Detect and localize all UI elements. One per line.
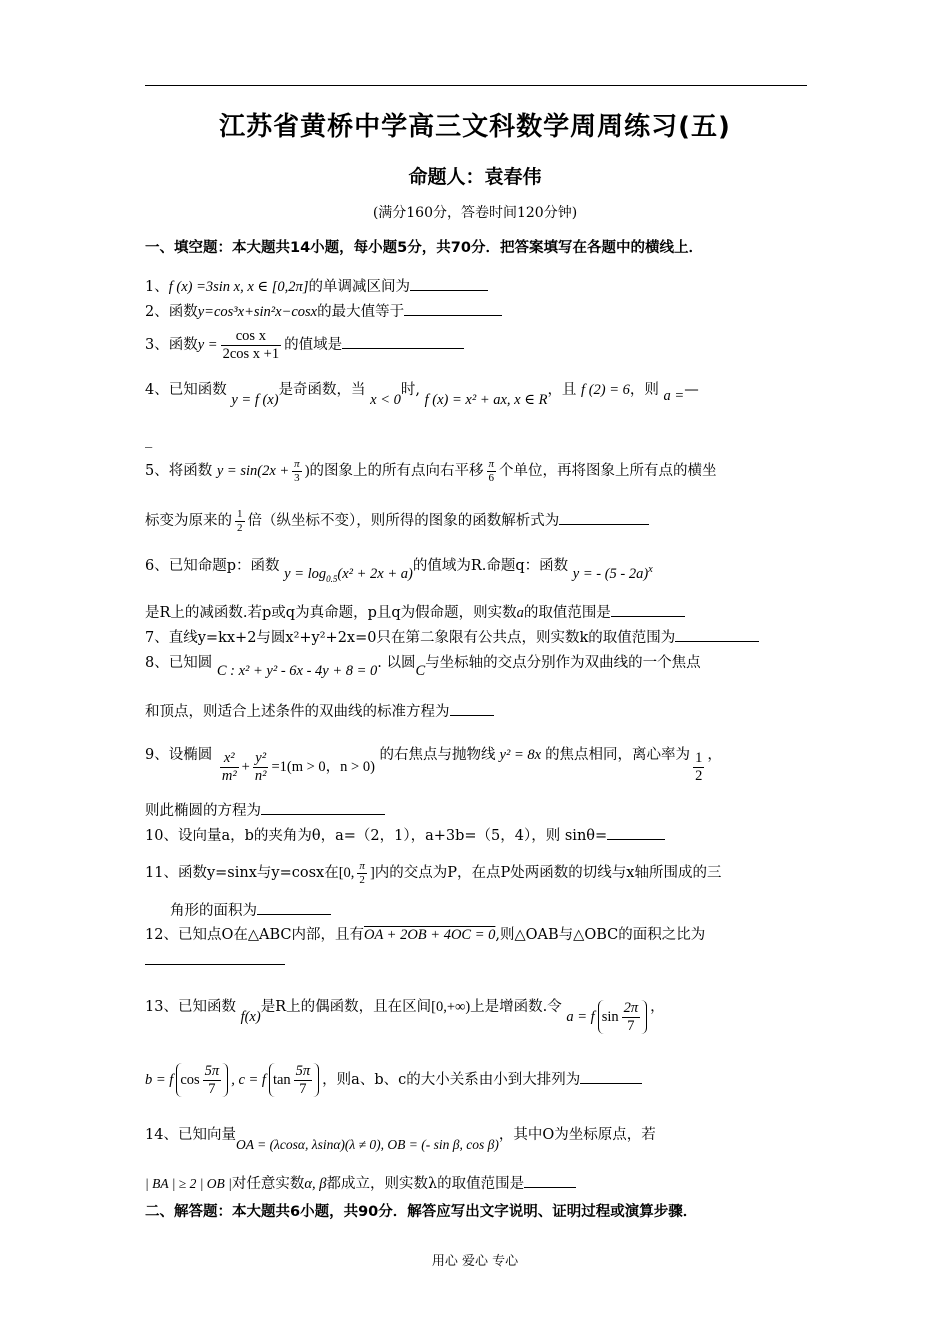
question-11-line-2: 角形的面积为 — [170, 902, 835, 920]
answer-blank[interactable] — [580, 1071, 642, 1084]
section-answer-heading: 二、解答题：本大题共6小题，共90分．解答应写出文字说明、证明过程或演算步骤． — [145, 1204, 698, 1220]
question-12: 12、已知点O在△ABC内部，且有OA + 2OB + 4OC = 0,则△OAB与△OBC的面积之比为 — [145, 927, 706, 943]
question-9: 9、设椭圆 $\frac{\text{x²}}{\text{m²}}$ + $\frac{\text{y²}}{\text{n²}}$ =1(m > 0，n > 0) 的右焦点与抛物线 y² = 8x 的焦点相同，离心率为 $\frac{1}{2}$ ， — [145, 747, 722, 784]
answer-blank[interactable] — [404, 303, 502, 316]
question-8-line-2: 和顶点，则适合上述条件的双曲线的标准方程为 — [145, 703, 810, 721]
answer-blank[interactable] — [145, 952, 285, 965]
answer-blank[interactable] — [524, 1175, 576, 1188]
question-1: 1、f (x) =3sin x, x ∈ [0,2π]的单调减区间为 — [145, 278, 810, 296]
answer-blank[interactable] — [261, 802, 385, 815]
exam-meta: (满分160分，答卷时间120分钟) — [372, 205, 578, 221]
question-9-line-2: 则此椭圆的方程为 — [145, 802, 810, 820]
question-5: 5、将函数 y = sin(2x + $\frac{\pi}{3}$ )的图象上的所有点向右平移 $\frac{\pi}{6}$ 个单位，再将图象上所有点的横坐 — [145, 458, 717, 484]
question-5-line-2: 标变为原来的 $\frac{1}{2}$ 倍（纵坐标不变），则所得的图象的函数解析式为 — [145, 508, 810, 534]
fraction: $\frac{\text{cos x}}{\text{2cos x +1}}$ — [222, 328, 280, 362]
question-14-line-2: | BA | ≥ 2 | OB |对任意实数α, β都成立，则实数λ的取值范围是 — [145, 1175, 810, 1193]
question-2: 2、函数y=cos³x+sin²x−cosx的最大值等于 — [145, 303, 810, 321]
question-7: 7、直线y=kx+2与圆x²+y²+2x=0只在第二象限有公共点，则实数k的取值范围为 — [145, 629, 810, 647]
question-11: 11、函数y=sinx与y=cosx在[0, $\frac{\pi}{2}$ ]内的交点为P，在点P处两函数的切线与x轴所围成的三 — [145, 860, 722, 886]
answer-blank[interactable] — [607, 827, 665, 840]
question-4-continuation: _ — [145, 432, 153, 448]
question-10: 10、设向量a，b的夹角为θ，a=（2，1），a+3b=（5，4），则 sinθ= — [145, 827, 810, 845]
question-3: 3、函数y = $\frac{\text{cos x}}{\text{2cos x +1}}$ 的值域是 — [145, 328, 810, 362]
answer-blank[interactable] — [410, 278, 488, 291]
question-8: 8、已知圆 C : x² + y² - 6x - 4y + 8 = 0. 以圆C与坐标轴的交点分别作为双曲线的一个焦点 — [145, 655, 701, 679]
question-6-line-2: 是R上的减函数.若p或q为真命题，p且q为假命题，则实数a的取值范围是 — [145, 604, 810, 622]
question-12-blank-line — [145, 952, 810, 970]
question-4: 4、已知函数 y = f (x)是奇函数，当 x < 0时, f (x) = x² + ax, x ∈ R，且 f (2) = 6，则 a =— — [145, 382, 699, 408]
answer-blank[interactable] — [559, 512, 649, 525]
author-line: 命题人：袁春伟 — [408, 166, 542, 188]
question-13: 13、已知函数 f(x)是R上的偶函数，且在区间[0,+∞)上是增函数.令 a = f sin $\frac{2\pi}{7}$ ， — [145, 999, 665, 1034]
answer-blank[interactable] — [257, 902, 331, 915]
answer-blank[interactable] — [675, 629, 759, 642]
answer-blank[interactable] — [342, 336, 464, 349]
question-13-line-2: b = f cos $\frac{5\pi}{7}$ , c = f tan $\frac{5\pi}{7}$ ，则a、b、c的大小关系由小到大排列为 — [145, 1063, 810, 1097]
page-title: 江苏省黄桥中学高三文科数学周周练习(五) — [219, 112, 731, 142]
question-6: 6、已知命题p：函数 $y = \log_{0.5}(x^2 + 2x + a)$的值域为R.命题q：函数 y = - (5 - 2a)$^x$ — [145, 557, 653, 584]
page-footer: 用心 爱心 专心 — [431, 1254, 519, 1269]
section-fill-in-heading: 一、填空题：本大题共14小题，每小题5分，共70分．把答案填写在各题中的横线上． — [145, 240, 703, 256]
answer-blank[interactable] — [611, 604, 685, 617]
answer-blank[interactable] — [450, 703, 494, 716]
question-14: 14、已知向量OA = (λcosα, λsinα)(λ ≠ 0), OB = (- sin β, cos β)，其中O为坐标原点，若 — [145, 1127, 656, 1152]
top-rule — [145, 85, 807, 86]
